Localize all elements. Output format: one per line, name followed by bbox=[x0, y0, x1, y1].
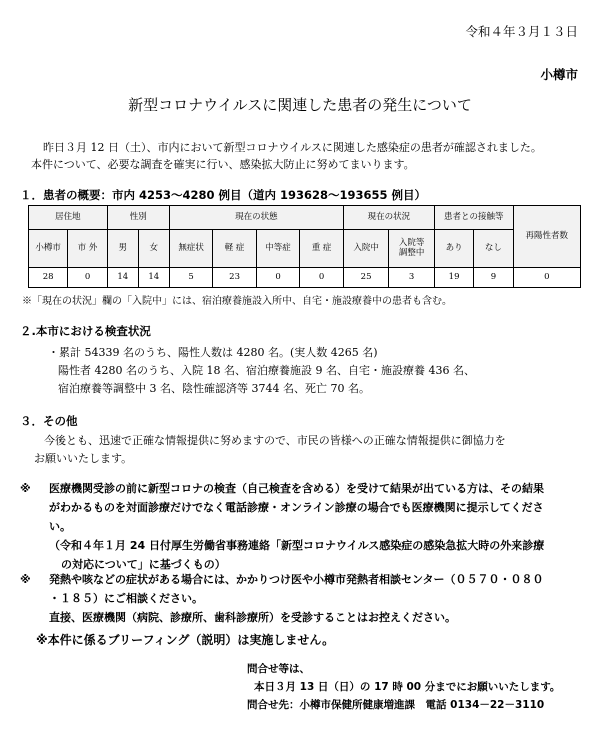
notice1-line-1: 医療機関受診の前に新型コロナの検査（自己検査を含める）を受けて結果が出ている方は、その結果 bbox=[49, 482, 544, 495]
val-otaru: 28 bbox=[29, 268, 68, 288]
col-hospitalized: 入院中 bbox=[343, 230, 389, 268]
notice1-block bbox=[49, 479, 544, 574]
group-status: 現在の状況 bbox=[343, 206, 434, 230]
notice1-line-5: の対応について」に基づくもの） bbox=[61, 558, 226, 571]
notice2-line-1: 発熱や咳などの症状がある場合には、かかりつけ医や小樽市発熱者相談センター（０５７０・０８０ bbox=[49, 573, 544, 586]
group-repositive: 再陽性者数 bbox=[513, 206, 580, 268]
contact-hours: 本日３月 13 日（日）の 17 時 00 分までにお願いいたします。 bbox=[254, 681, 561, 693]
val-repositive: 0 bbox=[513, 268, 580, 288]
col-contact-no: なし bbox=[474, 230, 513, 268]
section3-line-1: 今後とも、迅速で正確な情報提供に努めますので、市民の皆様への正確な情報提供に御協力を bbox=[44, 434, 506, 447]
col-mild: 軽 症 bbox=[213, 230, 256, 268]
section2-line-1: ・累計 54339 名のうち、陽性人数は 4280 名。(実人数 4265 名) bbox=[48, 346, 378, 359]
section3-heading: ３．その他 bbox=[20, 414, 78, 428]
page-title: 新型コロナウイルスに関連した患者の発生について bbox=[128, 96, 472, 114]
intro-line-2: 本件について、必要な調査を確実に行い、感染拡大防止に努めてまいります。 bbox=[31, 158, 415, 171]
section2-heading: ２.本市における検査状況 bbox=[20, 324, 151, 338]
notice2-block bbox=[49, 570, 544, 627]
notice1-mark: ※ bbox=[20, 482, 31, 495]
col-moderate: 中等症 bbox=[256, 230, 299, 268]
contact-lead: 問合せ等は、 bbox=[247, 663, 310, 675]
notice2-mark: ※ bbox=[20, 573, 31, 586]
intro-line-1: 昨日３月 12 日（土）、市内において新型コロナウイルスに関連した感染症の患者が確認されました。 bbox=[43, 141, 542, 154]
col-adjusting bbox=[389, 230, 435, 268]
val-asymptomatic: 5 bbox=[169, 268, 212, 288]
contact-info: 問合せ先：小樽市保健所健康増進課 電話 0134－22－3110 bbox=[247, 699, 545, 711]
patient-summary-table bbox=[28, 205, 581, 288]
group-residence: 居住地 bbox=[29, 206, 108, 230]
val-contact-yes: 19 bbox=[434, 268, 473, 288]
col-female: 女 bbox=[138, 230, 169, 268]
notice1-line-4: （令和４年１月 24 日付厚生労働省事務連絡「新型コロナウイルス感染症の感染急拡大時の外来診療 bbox=[49, 539, 545, 552]
val-female: 14 bbox=[138, 268, 169, 288]
col-adjusting-line1: 入院等 bbox=[398, 237, 425, 248]
val-severe: 0 bbox=[300, 268, 344, 288]
col-outside: 市 外 bbox=[68, 230, 107, 268]
section2-line-2: 陽性者 4280 名のうち、入院 18 名、宿泊療養施設 9 名、自宅・施設療養 436 名、 bbox=[58, 364, 475, 377]
notice1-line-3: い。 bbox=[49, 520, 71, 533]
group-contact: 患者との接触等 bbox=[434, 206, 513, 230]
val-hospitalized: 25 bbox=[343, 268, 389, 288]
col-otaru: 小樽市 bbox=[29, 230, 68, 268]
notice2-line-2: ・１８５）にご相談ください。 bbox=[49, 592, 203, 605]
issue-date: 令和４年３月１３日 bbox=[465, 24, 578, 39]
col-contact-yes: あり bbox=[434, 230, 473, 268]
val-outside: 0 bbox=[68, 268, 107, 288]
val-adjusting: 3 bbox=[389, 268, 435, 288]
val-male: 14 bbox=[107, 268, 138, 288]
col-severe: 重 症 bbox=[300, 230, 344, 268]
section1-heading: １．患者の概要：市内 4253～4280 例目（道内 193628～193655 例目） bbox=[20, 188, 427, 202]
notice1-line-2: がわかるものを対面診療だけでなく電話診療・オンライン診療の場合でも医療機関に提示してくださ bbox=[49, 501, 544, 514]
val-moderate: 0 bbox=[256, 268, 299, 288]
col-asymptomatic: 無症状 bbox=[169, 230, 212, 268]
briefing-notice: ※本件に係るブリーフィング（説明）は実施しません。 bbox=[36, 633, 335, 647]
group-sex: 性別 bbox=[107, 206, 169, 230]
val-contact-no: 9 bbox=[474, 268, 513, 288]
group-condition: 現在の状態 bbox=[169, 206, 343, 230]
col-male: 男 bbox=[107, 230, 138, 268]
notice2-line-3: 直接、医療機関（病院、診療所、歯科診療所）を受診することはお控えください。 bbox=[49, 611, 456, 624]
section2-line-3: 宿泊療養等調整中 3 名、陰性確認済等 3744 名、死亡 70 名。 bbox=[58, 382, 370, 395]
col-adjusting-line2: 調整中 bbox=[398, 247, 425, 258]
table-note: ※「現在の状況」欄の「入院中」には、宿泊療養施設入所中、自宅・施設療養中の患者も含む。 bbox=[22, 296, 452, 307]
section3-line-2: お願いいたします。 bbox=[34, 452, 133, 465]
table-row bbox=[29, 268, 581, 288]
issuer-city: 小樽市 bbox=[540, 67, 578, 82]
val-mild: 23 bbox=[213, 268, 256, 288]
